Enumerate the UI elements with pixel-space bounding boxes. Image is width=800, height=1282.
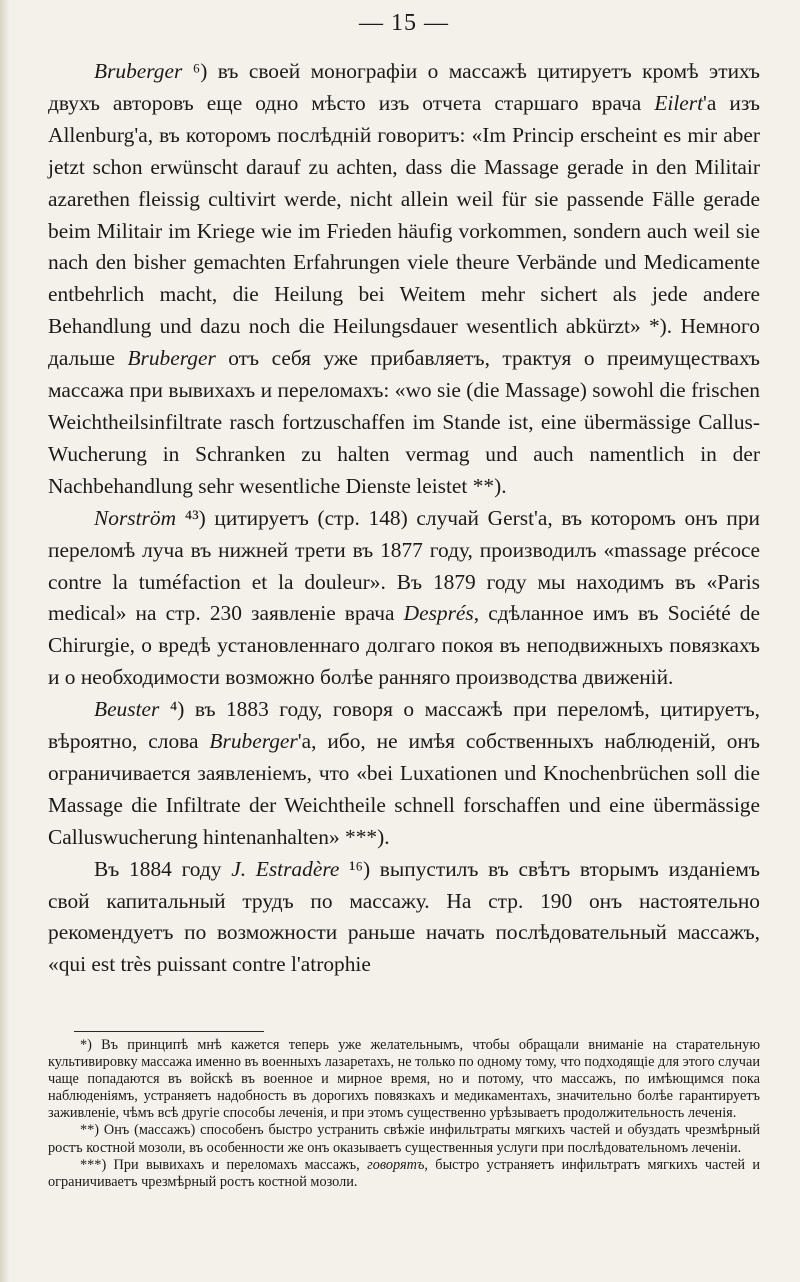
footnote-text: , быстро устраняетъ инфильтратъ мягкихъ частей и ограничиваетъ чрезмѣрный ростъ костной мозоли.: [48, 1156, 760, 1190]
author-name: Eilert: [654, 90, 704, 115]
page-number: — 15 —: [359, 10, 449, 36]
footnote-3: [48, 1157, 760, 1191]
author-name: Bruberger: [127, 346, 216, 371]
paragraph-text: ⁴) въ 1883 году, говоря о массажѣ при переломѣ, цитируетъ, вѣроятно, слова: [48, 697, 760, 754]
paragraph-text: 'а изъ Allenburg'а, въ которомъ послѣдній говоритъ: «Im Princip erscheint es mir aber jetzt schon erwünscht darauf zu achten, dass die Massage gerade in den Militair azarethen fleissig cultivirt werde, nicht allein weil für sie passende Fälle gerade beim Militair im Kriege wie im Frieden häufig vorkommen, sondern auch weil sie nach den bisher gemachten Erfahrungen viele theure Verbände und Medicamente entbehrlich macht, die Heilung bei Weitem mehr sichert als jede andere Behandlung und dazu noch die Heilungsdauer wesentlich abkürzt» *). Немного дальше: [48, 90, 760, 371]
paragraph-text: Въ 1884 году: [94, 856, 222, 881]
author-name: Bruberger: [94, 59, 183, 83]
author-name: Després: [403, 601, 474, 626]
author-name: Bruberger: [209, 729, 298, 754]
paragraph-text: ⁶) въ своей монографіи о массажѣ цитируетъ кромѣ этихъ двухъ авторовъ еще одно мѣсто изъ отчета старшаго врача: [48, 59, 760, 115]
author-name: Norström: [94, 505, 177, 530]
paragraph-text: ⁴³) цитируетъ (стр. 148) случай Gerst'а, въ которомъ онъ при переломѣ луча въ нижней трети въ 1877 году, производилъ «massage précoce contre la tuméfaction et la douleur». Въ 1879 году мы находимъ въ «Paris medical» на стр. 230 заявленіе врача: [48, 505, 760, 626]
paragraph-norstrom: [48, 503, 760, 694]
paragraph-text: 'а, ибо, не имѣя собственныхъ наблюденій, онъ ограничивается заявленіемъ, что «bei Luxationen und Knochenbrüchen soll die Massage die Infiltrate der Weichtheile schnell forschaffen und eine übermässige Calluswucherung hintenanhalten» ***).: [48, 729, 760, 849]
author-name: Beuster: [94, 697, 160, 722]
footnote-separator: [74, 1031, 264, 1032]
paragraph-bruberger: [48, 56, 760, 503]
footnote-text: ***) При вывихахъ и переломахъ массажъ,: [80, 1156, 360, 1173]
paragraph-beuster: [48, 694, 760, 854]
paragraph-text: , сдѣланное имъ въ Société de Chirurgie, о вредѣ установленнаго долгаго покоя въ неподвижныхъ повязкахъ и о необходимости возможно болѣе ранняго производства движеній.: [48, 601, 760, 690]
author-name: J. Estradère: [231, 856, 340, 881]
footnote-1: *) Въ принципѣ мнѣ кажется теперь уже желательнымъ, чтобы обращали вниманіе на старательную культивировку массажа именно въ военныхъ лазаретахъ, не только по одному тому, что подходящіе для этого случаи чаще попадаются въ войскѣ въ военное и мирное время, но и потому, что массажъ, по имѣющимся пока наблюденіямъ, устраняетъ надобность въ дорогихъ повязкахъ и медикаментахъ, значительно болѣе гарантируетъ заживленіе, чѣмъ всѣ другіе способы леченія, и при этомъ существенно урѣзываетъ продолжительность леченія.: [48, 1037, 760, 1122]
book-page: [48, 0, 760, 1282]
paragraph-estradere: [48, 854, 760, 982]
paragraph-text: ¹⁶) выпустилъ въ свѣтъ вторымъ изданіемъ свой капитальный трудъ по массажу. На стр. 190 онъ настоятельно рекомендуетъ по возможности раньше начать послѣдовательный массажъ, «qui est très puissant contre l'atrophie: [48, 856, 760, 977]
paragraph-text: отъ себя уже прибавляетъ, трактуя о преимуществахъ массажа при вывихахъ и переломахъ: «wo sie (die Massage) sowohl die frischen Weichtheilsinfiltrate rasch fortzuschaffen im Stande ist, eine übermässige Callus-Wucherung in Schranken zu halten vermag und auch namentlich in der Nachbehandlung sehr wesentliche Dienste leistet **).: [48, 346, 760, 498]
footnote-2: **) Онъ (массажъ) способенъ быстро устранить свѣжіе инфильтраты мягкихъ частей и обуздать чрезмѣрный ростъ костной мозоли, въ особенности же онъ оказываетъ существенныя услуги при послѣдовательномъ леченіи.: [48, 1122, 760, 1156]
main-text: [48, 56, 760, 981]
footnotes: [48, 1037, 760, 1191]
footnote-emphasis: говорятъ: [367, 1156, 425, 1173]
page-edge-shadow: [0, 0, 10, 1282]
